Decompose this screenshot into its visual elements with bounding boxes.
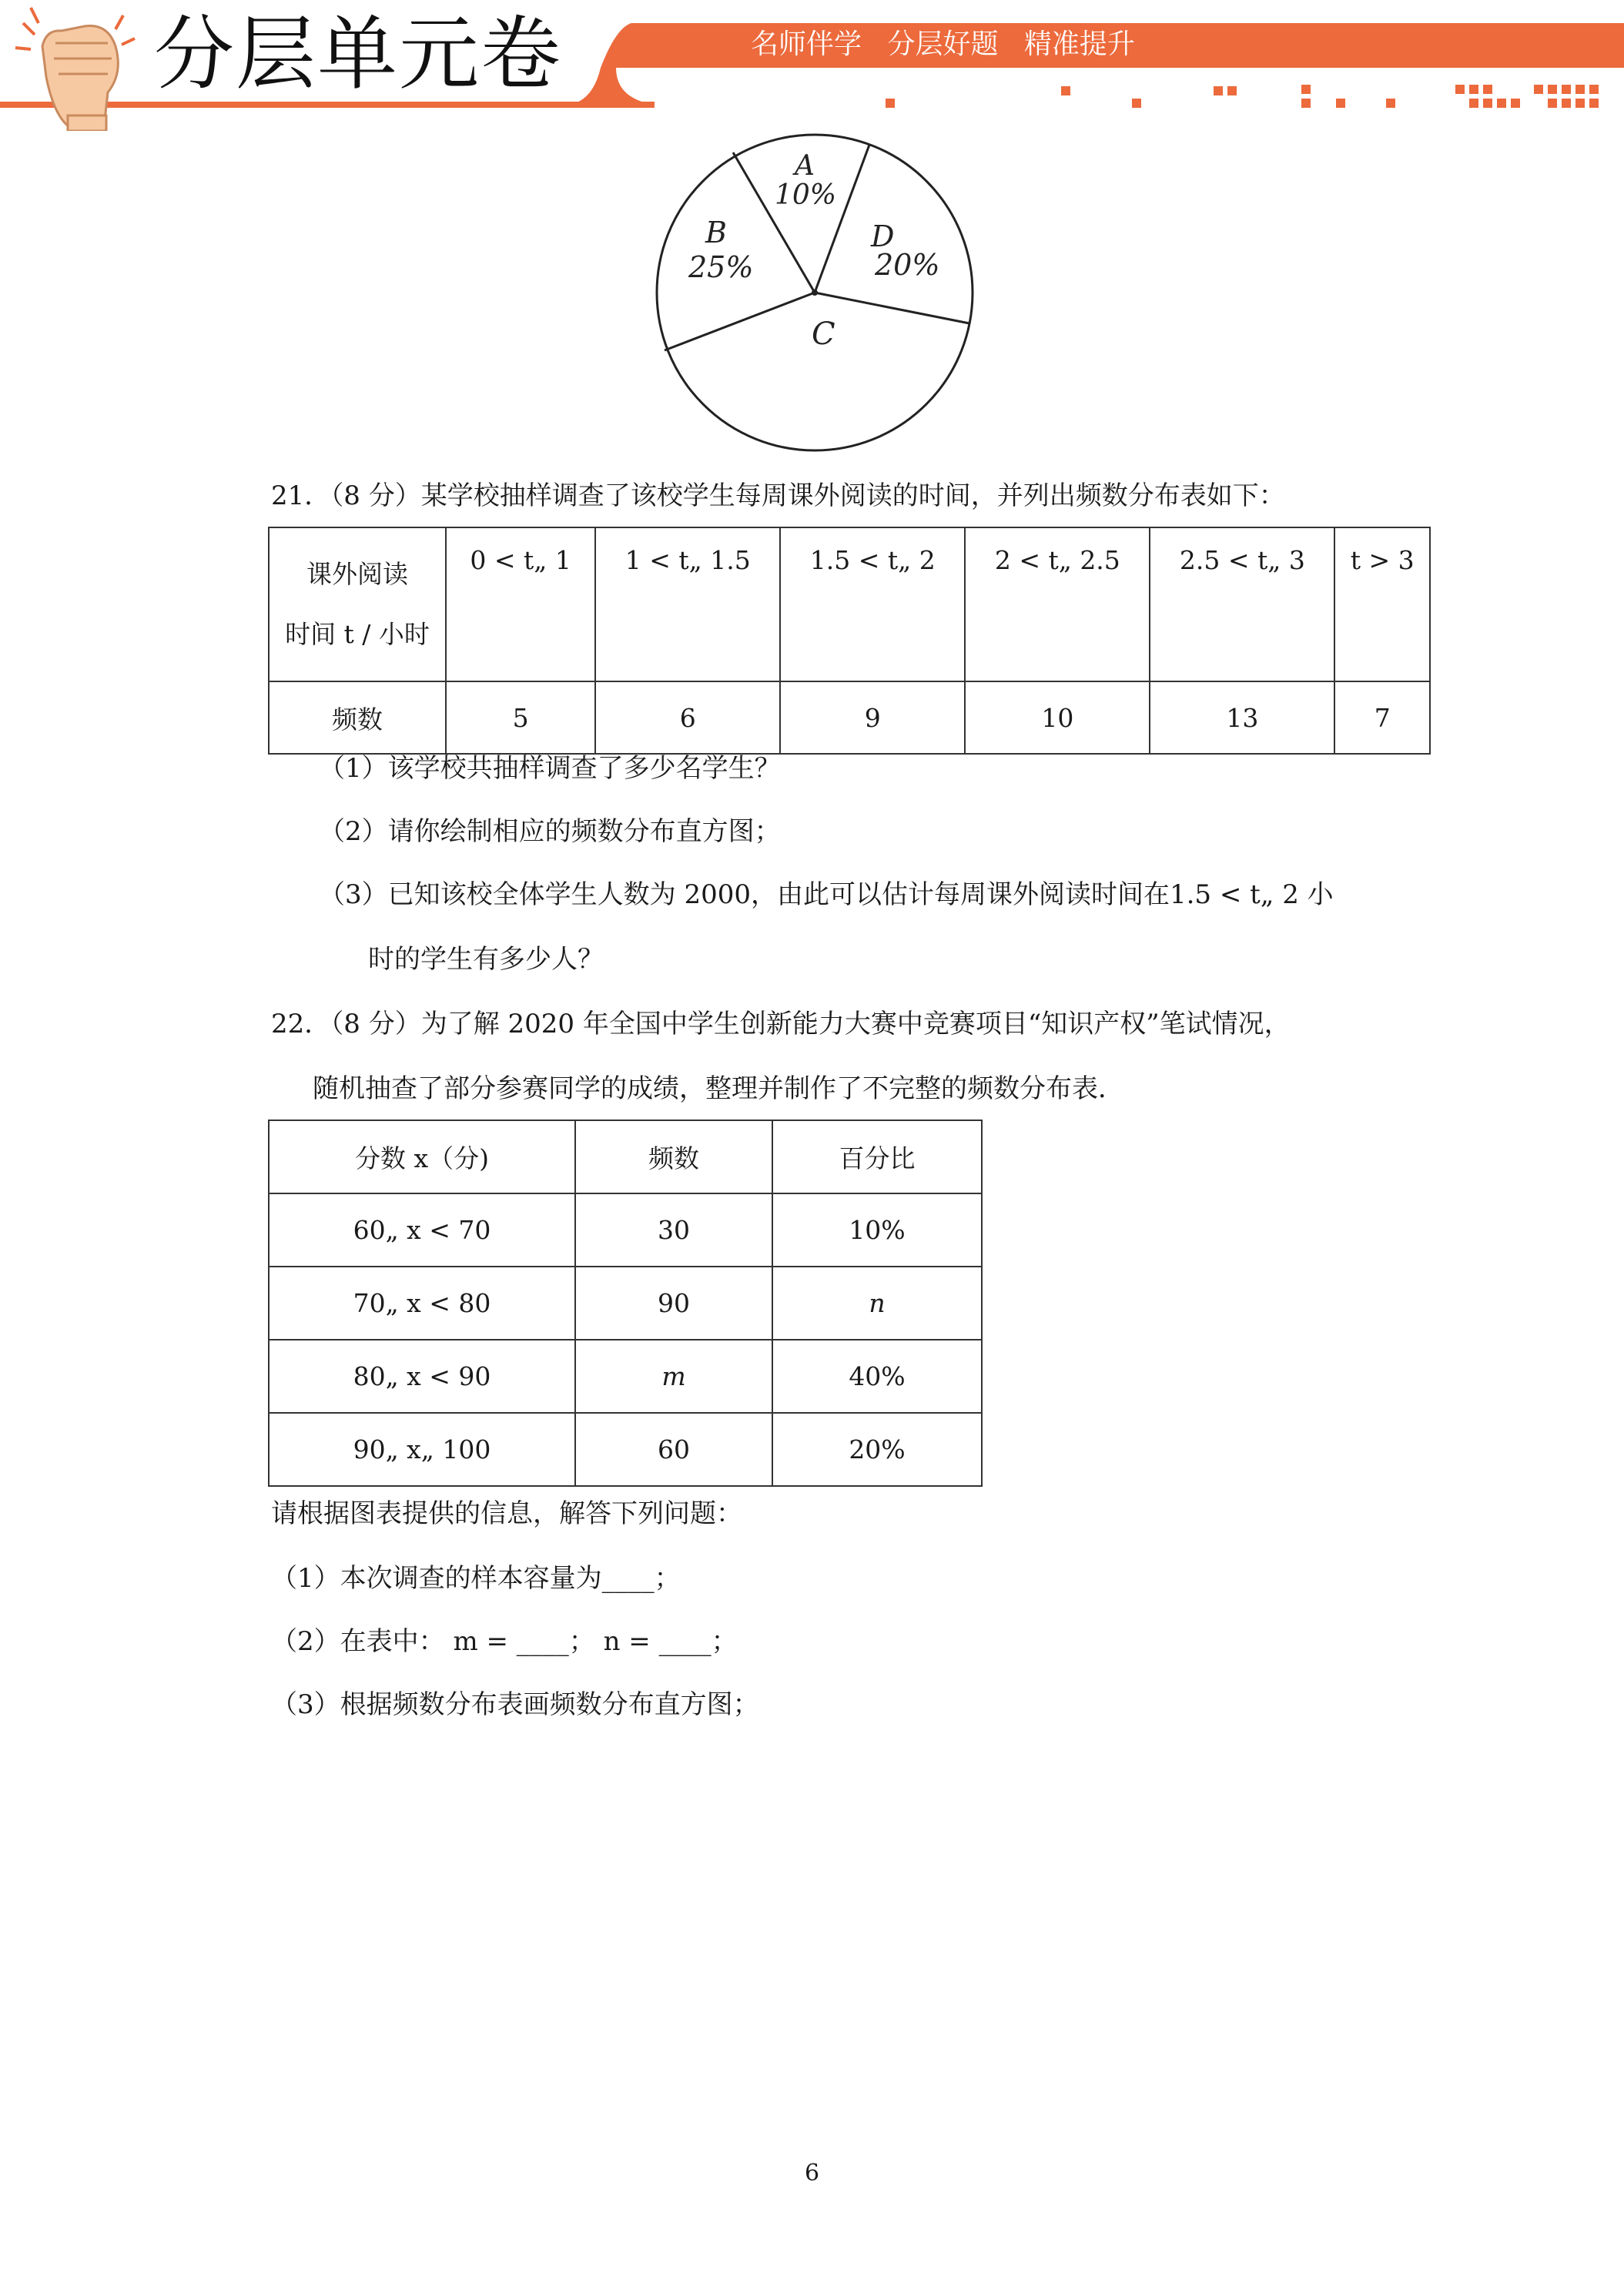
q21-interval: t > 3 (1334, 527, 1430, 681)
page-number: 6 (804, 2160, 820, 2187)
q21-freq: 9 (780, 681, 965, 754)
q22-range: 80„ x < 90 (269, 1340, 575, 1413)
q22-range: 60„ x < 70 (269, 1193, 575, 1267)
table-row (269, 1340, 982, 1413)
q22-title-a: 22．（8 分）为了解 2020 年全国中学生创新能力大赛中竞赛项目“知识产权”笔试情况， (271, 1009, 1291, 1039)
q22-freq: 90 (575, 1267, 772, 1340)
q22-prompt: 请根据图表提供的信息，解答下列问题： (271, 1498, 742, 1529)
brand-title: 分层单元卷 (154, 7, 563, 101)
q21-sub2: （2）请你绘制相应的频数分布直方图； (319, 816, 781, 847)
q22-range: 70„ x < 80 (269, 1267, 575, 1340)
q22-freq: 30 (575, 1193, 772, 1267)
q21-sub3b: 时的学生有多少人？ (368, 944, 604, 975)
q22-sub2: （2）在表中： m = ____； n = ____； (271, 1626, 738, 1657)
q22-range: 90„ x„ 100 (269, 1413, 575, 1486)
page-header (0, 0, 1624, 131)
q22-frequency-table (268, 1120, 983, 1487)
q21-freq: 7 (1334, 681, 1430, 754)
q21-freq: 10 (965, 681, 1150, 754)
q21-interval: 2.5 < t„ 3 (1150, 527, 1334, 681)
q22-header: 分数 x（分) (269, 1120, 575, 1193)
pie-chart (651, 127, 975, 458)
pie-pct-d: 20% (875, 248, 940, 282)
header-slogan: 名师伴学 分层好题 精准提升 (751, 28, 1135, 60)
q21-frequency-table (268, 527, 1431, 755)
q21-interval: 0 < t„ 1 (446, 527, 595, 681)
q22-sub1: （1）本次调查的样本容量为____； (271, 1563, 681, 1594)
q22-percent: 10% (772, 1193, 982, 1267)
fist-icon (15, 8, 135, 131)
q21-freq: 5 (446, 681, 595, 754)
pie-pct-b: 25% (688, 250, 754, 284)
table-row (269, 1193, 982, 1267)
q22-title-b: 随机抽查了部分参赛同学的成绩，整理并制作了不完整的频数分布表． (313, 1073, 1124, 1104)
q21-title: 21．（8 分）某学校抽样调查了该校学生每周课外阅读的时间，并列出频数分布表如下： (271, 480, 1285, 511)
q21-header-line1: 课外阅读 (306, 559, 408, 589)
decorative-squares (886, 85, 1599, 108)
q21-freq: 13 (1150, 681, 1334, 754)
q21-header-cell (269, 527, 446, 681)
q22-header: 频数 (575, 1120, 772, 1193)
pie-pct-a: 10% (775, 179, 837, 211)
pie-label-c: C (812, 316, 835, 352)
q21-sub1: （1）该学校共抽样调查了多少名学生？ (319, 753, 781, 784)
table-row (269, 1413, 982, 1486)
q22-percent: 20% (772, 1413, 982, 1486)
pie-label-a: A (795, 150, 815, 182)
q21-interval: 1.5 < t„ 2 (780, 527, 965, 681)
q21-freq: 6 (595, 681, 780, 754)
q21-interval: 1 < t„ 1.5 (595, 527, 780, 681)
pie-label-b: B (705, 216, 727, 249)
pie-label-d: D (871, 219, 895, 253)
q21-interval: 2 < t„ 2.5 (965, 527, 1150, 681)
q22-percent: 40% (772, 1340, 982, 1413)
q22-percent: n (772, 1267, 982, 1340)
table-row (269, 1267, 982, 1340)
q21-sub3a: （3）已知该校全体学生人数为 2000，由此可以估计每周课外阅读时间在1.5 < t„ 2 小 (319, 879, 1334, 910)
q21-freq-label: 频数 (269, 681, 446, 754)
q22-freq: m (575, 1340, 772, 1413)
q22-header: 百分比 (772, 1120, 982, 1193)
q22-freq: 60 (575, 1413, 772, 1486)
q22-sub3: （3）根据频数分布表画频数分布直方图； (271, 1689, 759, 1720)
q21-header-line2: 时间 t / 小时 (285, 619, 430, 649)
